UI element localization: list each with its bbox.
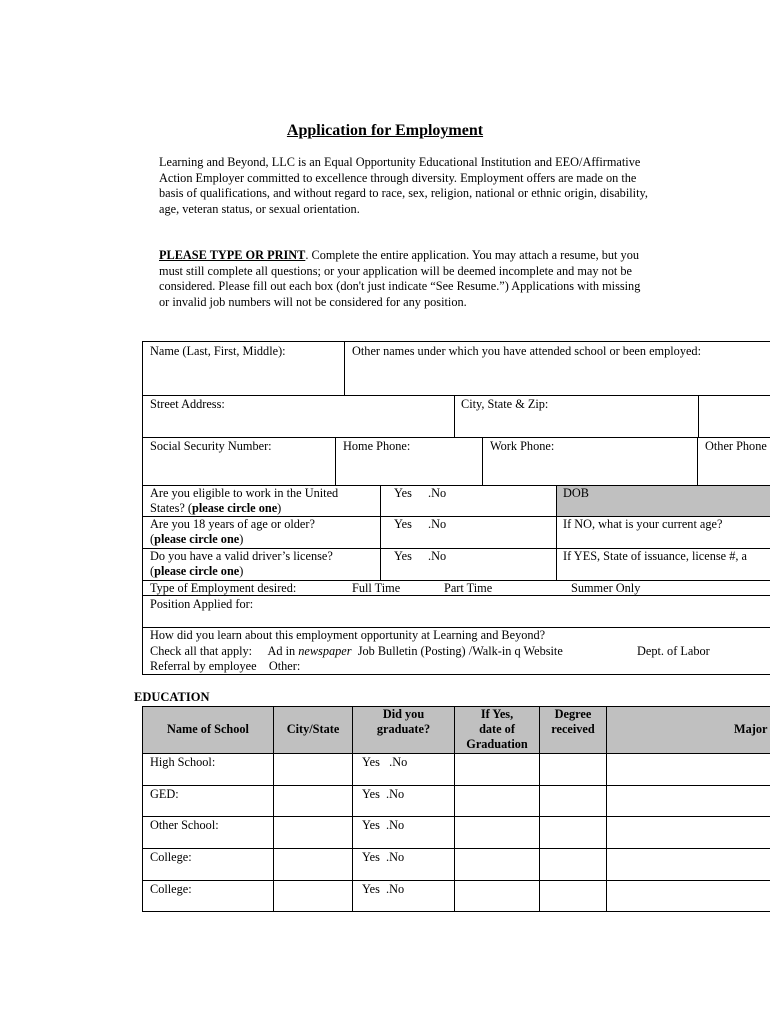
employment-type-label: Type of Employment desired: [150,581,297,595]
table-row[interactable]: Other School: [150,818,219,832]
dept-labor-option[interactable]: Dept. of Labor [637,644,710,658]
license-yes[interactable]: Yes [394,549,412,563]
graduated-choice[interactable]: Yes .No [362,850,405,864]
graduated-choice[interactable]: Yes .No [362,787,405,801]
home-phone-field[interactable]: Home Phone: [343,439,411,453]
header-school: Name of School [167,722,249,736]
instructions-lead: PLEASE TYPE OR PRINT [159,248,306,262]
referral-options[interactable]: Referral by employee Other: [150,659,301,673]
graduated-choice[interactable]: Yes .No [362,755,408,769]
education-heading: EDUCATION [134,690,210,704]
intro-paragraph: Learning and Beyond, LLC is an Equal Opportunity Educational Institution and EEO/Affirmative Action Employer committed to excellence through diversity. Employment offers are made on the basis of qualifications, and without regard to race, sex, religion, national or ethnic origin, disability, age, veteran status, or sexual orientation. [159,155,648,216]
work-eligibility-question: Are you eligible to work in the United States? (please circle one) [150,486,339,515]
current-age-field[interactable]: If NO, what is your current age? [563,517,723,531]
full-time-option[interactable]: Full Time [352,581,401,595]
license-no[interactable]: .No [428,549,447,563]
city-state-zip-field[interactable]: City, State & Zip: [461,397,549,411]
work-phone-field[interactable]: Work Phone: [490,439,555,453]
part-time-option[interactable]: Part Time [444,581,493,595]
other-names-field[interactable]: Other names under which you have attended school or been employed: [352,344,701,358]
page-title: Application for Employment [286,122,484,139]
work-eligibility-yes[interactable]: Yes [394,486,412,500]
header-city: City/State [286,722,340,736]
ssn-field[interactable]: Social Security Number: [150,439,272,453]
graduated-choice[interactable]: Yes .No [362,818,405,832]
license-details-field[interactable]: If YES, State of issuance, license #, a [563,549,747,563]
other-phone-field[interactable]: Other Phone [705,439,767,453]
summer-only-option[interactable]: Summer Only [571,581,641,595]
age-no[interactable]: .No [428,517,447,531]
header-degree: Degree received [551,707,595,736]
age-question: Are you 18 years of age or older? (please circle one) [150,517,315,546]
table-row[interactable]: College: [150,882,192,896]
license-question: Do you have a valid driver’s license? (please circle one) [150,549,333,578]
table-row[interactable]: College: [150,850,192,864]
header-graduated: Did you graduate? [376,707,431,736]
header-major: Major [734,722,768,736]
position-applied-field[interactable]: Position Applied for: [150,597,254,611]
dob-field[interactable]: DOB [563,486,589,500]
graduated-choice[interactable]: Yes .No [362,882,405,896]
name-field[interactable]: Name (Last, First, Middle): [150,344,286,358]
instructions-body: . Complete the entire application. You may attach a resume, but you must still complete all questions; or your application will be deemed incomplete and may not be considered. Please fill out each box (don't just indicate “See Resume.”) Applications with missing or invalid job numbers will not be considered for any position. [159,248,641,309]
table-row[interactable]: High School: [150,755,216,769]
header-grad-date: If Yes, date of Graduation [466,707,528,751]
source-options[interactable]: Check all that apply: Ad in newspaper Job Bulletin (Posting) /Walk-in q Website [150,644,563,658]
how-learned-question: How did you learn about this employment opportunity at Learning and Beyond? [150,628,546,642]
street-address-field[interactable]: Street Address: [150,397,225,411]
instructions-paragraph [159,248,649,310]
table-row[interactable]: GED: [150,787,179,801]
age-yes[interactable]: Yes [394,517,412,531]
work-eligibility-no[interactable]: .No [428,486,447,500]
